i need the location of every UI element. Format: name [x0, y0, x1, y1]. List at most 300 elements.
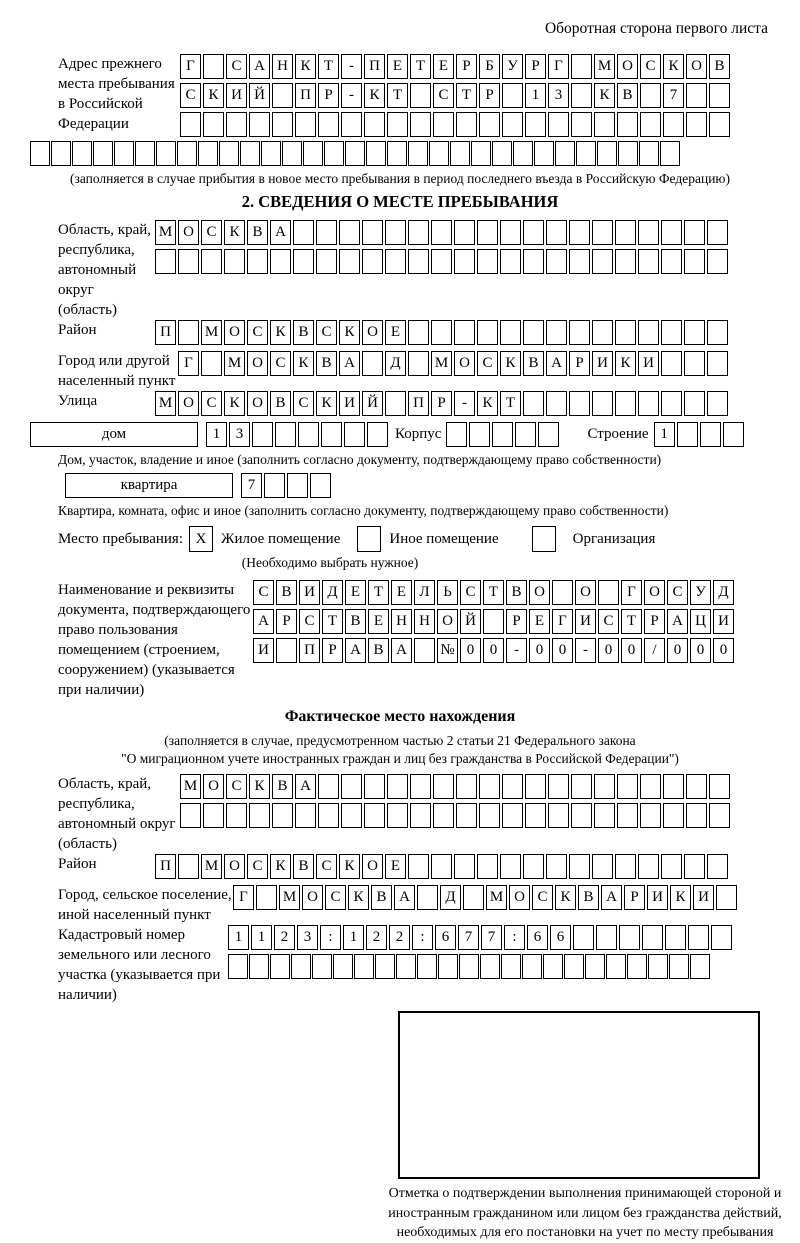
char-cell[interactable]	[627, 954, 647, 979]
char-cell[interactable]: О	[224, 854, 245, 879]
char-cell[interactable]	[617, 774, 638, 799]
char-cell[interactable]: Р	[456, 54, 477, 79]
char-cell[interactable]	[459, 954, 479, 979]
char-cell[interactable]	[615, 320, 636, 345]
char-cell[interactable]	[366, 141, 386, 166]
char-cell[interactable]	[456, 112, 477, 137]
char-cell[interactable]	[479, 774, 500, 799]
char-cell[interactable]: М	[155, 391, 176, 416]
char-cell[interactable]	[341, 774, 362, 799]
char-cell[interactable]: А	[339, 351, 360, 376]
char-cell[interactable]	[177, 141, 197, 166]
char-cell[interactable]: 0	[598, 638, 619, 663]
char-cell[interactable]	[408, 854, 429, 879]
char-cell[interactable]	[155, 249, 176, 274]
char-cell[interactable]: 1	[343, 925, 364, 950]
char-cell[interactable]: В	[709, 54, 730, 79]
char-cell[interactable]	[534, 141, 554, 166]
char-cell[interactable]	[410, 803, 431, 828]
char-cell[interactable]	[638, 391, 659, 416]
char-cell[interactable]	[548, 803, 569, 828]
char-cell[interactable]	[686, 803, 707, 828]
char-cell[interactable]: К	[339, 854, 360, 879]
char-cell[interactable]: В	[247, 220, 268, 245]
char-cell[interactable]	[387, 141, 407, 166]
char-cell[interactable]: 7	[458, 925, 479, 950]
char-cell[interactable]	[546, 391, 567, 416]
char-cell[interactable]	[661, 854, 682, 879]
char-cell[interactable]	[707, 854, 728, 879]
char-cell[interactable]: Ц	[690, 609, 711, 634]
char-cell[interactable]	[203, 54, 224, 79]
char-cell[interactable]: М	[594, 54, 615, 79]
char-cell[interactable]: К	[295, 54, 316, 79]
char-cell[interactable]	[500, 249, 521, 274]
char-cell[interactable]	[569, 391, 590, 416]
char-cell[interactable]	[596, 925, 617, 950]
char-cell[interactable]	[272, 803, 293, 828]
char-cell[interactable]: 6	[527, 925, 548, 950]
char-cell[interactable]	[525, 774, 546, 799]
char-cell[interactable]	[471, 141, 491, 166]
char-cell[interactable]: Е	[385, 854, 406, 879]
char-cell[interactable]	[592, 320, 613, 345]
char-cell[interactable]: Е	[385, 320, 406, 345]
char-cell[interactable]: Е	[368, 609, 389, 634]
char-cell[interactable]: О	[302, 885, 323, 910]
char-cell[interactable]: :	[504, 925, 525, 950]
char-cell[interactable]: М	[201, 854, 222, 879]
char-cell[interactable]: Т	[456, 83, 477, 108]
char-cell[interactable]	[431, 220, 452, 245]
char-cell[interactable]	[156, 141, 176, 166]
char-cell[interactable]	[456, 774, 477, 799]
char-cell[interactable]	[226, 112, 247, 137]
char-cell[interactable]	[501, 954, 521, 979]
char-cell[interactable]	[479, 112, 500, 137]
char-cell[interactable]	[686, 112, 707, 137]
char-cell[interactable]: 0	[529, 638, 550, 663]
char-cell[interactable]: Г	[621, 580, 642, 605]
char-cell[interactable]: 3	[297, 925, 318, 950]
char-cell[interactable]	[249, 112, 270, 137]
char-cell[interactable]: Н	[391, 609, 412, 634]
char-cell[interactable]: М	[279, 885, 300, 910]
char-cell[interactable]	[492, 422, 513, 447]
char-cell[interactable]: Т	[410, 54, 431, 79]
char-cell[interactable]	[178, 249, 199, 274]
char-cell[interactable]	[617, 112, 638, 137]
char-cell[interactable]	[249, 803, 270, 828]
char-cell[interactable]	[316, 249, 337, 274]
char-cell[interactable]: К	[293, 351, 314, 376]
char-cell[interactable]: Т	[483, 580, 504, 605]
char-cell[interactable]	[344, 422, 365, 447]
char-cell[interactable]: И	[647, 885, 668, 910]
char-cell[interactable]	[450, 141, 470, 166]
char-cell[interactable]: О	[362, 854, 383, 879]
char-cell[interactable]	[256, 885, 277, 910]
char-cell[interactable]	[456, 803, 477, 828]
char-cell[interactable]: В	[345, 609, 366, 634]
char-cell[interactable]	[677, 422, 698, 447]
char-cell[interactable]	[431, 854, 452, 879]
char-cell[interactable]	[638, 854, 659, 879]
char-cell[interactable]: Й	[460, 609, 481, 634]
char-cell[interactable]	[669, 954, 689, 979]
char-cell[interactable]	[552, 580, 573, 605]
char-cell[interactable]: Р	[479, 83, 500, 108]
char-cell[interactable]	[178, 854, 199, 879]
char-cell[interactable]	[454, 854, 475, 879]
char-cell[interactable]: О	[247, 391, 268, 416]
char-cell[interactable]	[282, 141, 302, 166]
char-cell[interactable]	[276, 638, 297, 663]
char-cell[interactable]	[571, 112, 592, 137]
char-cell[interactable]	[546, 220, 567, 245]
char-cell[interactable]: Л	[414, 580, 435, 605]
char-cell[interactable]: Т	[500, 391, 521, 416]
char-cell[interactable]	[354, 954, 374, 979]
char-cell[interactable]: М	[155, 220, 176, 245]
char-cell[interactable]: А	[249, 54, 270, 79]
char-cell[interactable]: Т	[322, 609, 343, 634]
char-cell[interactable]	[523, 249, 544, 274]
char-cell[interactable]: Р	[569, 351, 590, 376]
char-cell[interactable]	[295, 803, 316, 828]
char-cell[interactable]	[594, 112, 615, 137]
char-cell[interactable]	[661, 391, 682, 416]
char-cell[interactable]	[410, 112, 431, 137]
char-cell[interactable]	[316, 220, 337, 245]
char-cell[interactable]	[477, 854, 498, 879]
char-cell[interactable]	[500, 220, 521, 245]
char-cell[interactable]	[723, 422, 744, 447]
char-cell[interactable]: -	[575, 638, 596, 663]
char-cell[interactable]: К	[615, 351, 636, 376]
char-cell[interactable]: С	[598, 609, 619, 634]
char-cell[interactable]	[364, 112, 385, 137]
char-cell[interactable]	[618, 141, 638, 166]
char-cell[interactable]	[615, 854, 636, 879]
char-cell[interactable]	[72, 141, 92, 166]
char-cell[interactable]: Р	[644, 609, 665, 634]
char-cell[interactable]: В	[578, 885, 599, 910]
char-cell[interactable]	[339, 249, 360, 274]
char-cell[interactable]: -	[454, 391, 475, 416]
char-cell[interactable]: И	[339, 391, 360, 416]
char-cell[interactable]	[287, 473, 308, 498]
char-cell[interactable]: О	[644, 580, 665, 605]
char-cell[interactable]: В	[316, 351, 337, 376]
char-cell[interactable]	[429, 141, 449, 166]
char-cell[interactable]	[525, 112, 546, 137]
char-cell[interactable]: К	[224, 391, 245, 416]
char-cell[interactable]	[555, 141, 575, 166]
char-cell[interactable]: А	[391, 638, 412, 663]
char-cell[interactable]: П	[155, 854, 176, 879]
char-cell[interactable]	[592, 391, 613, 416]
char-cell[interactable]: -	[341, 54, 362, 79]
char-cell[interactable]	[538, 422, 559, 447]
char-cell[interactable]: 1	[228, 925, 249, 950]
char-cell[interactable]	[463, 885, 484, 910]
char-cell[interactable]	[387, 112, 408, 137]
char-cell[interactable]	[433, 803, 454, 828]
char-cell[interactable]	[433, 774, 454, 799]
char-cell[interactable]: К	[670, 885, 691, 910]
char-cell[interactable]: С	[226, 774, 247, 799]
char-cell[interactable]	[500, 854, 521, 879]
char-cell[interactable]	[502, 803, 523, 828]
char-cell[interactable]	[203, 803, 224, 828]
char-cell[interactable]: К	[364, 83, 385, 108]
char-cell[interactable]	[543, 954, 563, 979]
char-cell[interactable]: В	[371, 885, 392, 910]
char-cell[interactable]	[684, 854, 705, 879]
char-cell[interactable]	[362, 220, 383, 245]
char-cell[interactable]: О	[178, 220, 199, 245]
char-cell[interactable]: Е	[345, 580, 366, 605]
char-cell[interactable]: В	[368, 638, 389, 663]
char-cell[interactable]	[569, 320, 590, 345]
char-cell[interactable]: С	[247, 320, 268, 345]
char-cell[interactable]	[341, 803, 362, 828]
char-cell[interactable]	[385, 220, 406, 245]
char-cell[interactable]	[318, 112, 339, 137]
char-cell[interactable]	[639, 141, 659, 166]
char-cell[interactable]	[700, 422, 721, 447]
char-cell[interactable]	[408, 220, 429, 245]
char-cell[interactable]: О	[686, 54, 707, 79]
char-cell[interactable]: А	[601, 885, 622, 910]
char-cell[interactable]	[364, 774, 385, 799]
char-cell[interactable]: В	[293, 854, 314, 879]
char-cell[interactable]	[30, 141, 50, 166]
char-cell[interactable]	[502, 83, 523, 108]
char-cell[interactable]: Й	[362, 391, 383, 416]
char-cell[interactable]: Д	[322, 580, 343, 605]
char-cell[interactable]	[454, 249, 475, 274]
char-cell[interactable]	[684, 351, 705, 376]
char-cell[interactable]	[414, 638, 435, 663]
char-cell[interactable]	[324, 141, 344, 166]
char-cell[interactable]: С	[640, 54, 661, 79]
char-cell[interactable]	[480, 954, 500, 979]
char-cell[interactable]	[479, 803, 500, 828]
char-cell[interactable]	[446, 422, 467, 447]
char-cell[interactable]	[640, 83, 661, 108]
char-cell[interactable]	[367, 422, 388, 447]
char-cell[interactable]: А	[345, 638, 366, 663]
char-cell[interactable]	[312, 954, 332, 979]
char-cell[interactable]	[576, 141, 596, 166]
char-cell[interactable]	[51, 141, 71, 166]
char-cell[interactable]	[291, 954, 311, 979]
char-cell[interactable]	[135, 141, 155, 166]
char-cell[interactable]: №	[437, 638, 458, 663]
char-cell[interactable]	[513, 141, 533, 166]
char-cell[interactable]: М	[224, 351, 245, 376]
char-cell[interactable]	[240, 141, 260, 166]
char-cell[interactable]: С	[253, 580, 274, 605]
char-cell[interactable]: 0	[690, 638, 711, 663]
char-cell[interactable]	[408, 141, 428, 166]
char-cell[interactable]: 2	[274, 925, 295, 950]
char-cell[interactable]	[198, 141, 218, 166]
char-cell[interactable]: О	[437, 609, 458, 634]
char-cell[interactable]: Т	[318, 54, 339, 79]
char-cell[interactable]: М	[486, 885, 507, 910]
char-cell[interactable]: Т	[621, 609, 642, 634]
checkbox-organization[interactable]	[532, 526, 556, 552]
char-cell[interactable]	[690, 954, 710, 979]
char-cell[interactable]: К	[477, 391, 498, 416]
char-cell[interactable]	[431, 320, 452, 345]
char-cell[interactable]	[339, 220, 360, 245]
char-cell[interactable]: О	[247, 351, 268, 376]
char-cell[interactable]: К	[663, 54, 684, 79]
char-cell[interactable]	[396, 954, 416, 979]
char-cell[interactable]	[707, 249, 728, 274]
char-cell[interactable]	[477, 220, 498, 245]
char-cell[interactable]: С	[477, 351, 498, 376]
char-cell[interactable]: И	[693, 885, 714, 910]
char-cell[interactable]	[433, 112, 454, 137]
char-cell[interactable]: Г	[178, 351, 199, 376]
char-cell[interactable]	[385, 249, 406, 274]
char-cell[interactable]: 7	[241, 473, 262, 498]
char-cell[interactable]	[272, 112, 293, 137]
char-cell[interactable]: С	[180, 83, 201, 108]
char-cell[interactable]: С	[667, 580, 688, 605]
char-cell[interactable]	[571, 54, 592, 79]
char-cell[interactable]	[615, 220, 636, 245]
char-cell[interactable]	[114, 141, 134, 166]
char-cell[interactable]	[592, 249, 613, 274]
char-cell[interactable]: И	[638, 351, 659, 376]
char-cell[interactable]	[665, 925, 686, 950]
char-cell[interactable]	[180, 112, 201, 137]
char-cell[interactable]: С	[201, 391, 222, 416]
char-cell[interactable]: Е	[387, 54, 408, 79]
char-cell[interactable]	[684, 220, 705, 245]
char-cell[interactable]: А	[253, 609, 274, 634]
char-cell[interactable]: О	[454, 351, 475, 376]
char-cell[interactable]	[270, 954, 290, 979]
char-cell[interactable]	[707, 220, 728, 245]
char-cell[interactable]	[522, 954, 542, 979]
char-cell[interactable]: К	[270, 854, 291, 879]
char-cell[interactable]	[270, 249, 291, 274]
char-cell[interactable]	[638, 320, 659, 345]
char-cell[interactable]: К	[555, 885, 576, 910]
char-cell[interactable]	[523, 220, 544, 245]
char-cell[interactable]	[500, 320, 521, 345]
char-cell[interactable]	[617, 803, 638, 828]
char-cell[interactable]	[247, 249, 268, 274]
char-cell[interactable]: В	[272, 774, 293, 799]
char-cell[interactable]: Г	[233, 885, 254, 910]
char-cell[interactable]	[594, 774, 615, 799]
char-cell[interactable]: 2	[366, 925, 387, 950]
char-cell[interactable]: В	[523, 351, 544, 376]
char-cell[interactable]: 0	[483, 638, 504, 663]
char-cell[interactable]: Ь	[437, 580, 458, 605]
char-cell[interactable]: В	[276, 580, 297, 605]
char-cell[interactable]	[387, 774, 408, 799]
char-cell[interactable]	[546, 320, 567, 345]
char-cell[interactable]: 0	[713, 638, 734, 663]
char-cell[interactable]: 7	[663, 83, 684, 108]
char-cell[interactable]: С	[316, 320, 337, 345]
char-cell[interactable]: С	[532, 885, 553, 910]
char-cell[interactable]: В	[506, 580, 527, 605]
char-cell[interactable]	[640, 112, 661, 137]
char-cell[interactable]	[661, 249, 682, 274]
char-cell[interactable]	[648, 954, 668, 979]
char-cell[interactable]: Г	[548, 54, 569, 79]
char-cell[interactable]	[686, 83, 707, 108]
char-cell[interactable]	[569, 854, 590, 879]
char-cell[interactable]: П	[295, 83, 316, 108]
char-cell[interactable]: А	[270, 220, 291, 245]
char-cell[interactable]: Е	[433, 54, 454, 79]
char-cell[interactable]: 7	[481, 925, 502, 950]
char-cell[interactable]: С	[325, 885, 346, 910]
char-cell[interactable]: 1	[251, 925, 272, 950]
char-cell[interactable]	[502, 774, 523, 799]
char-cell[interactable]: В	[270, 391, 291, 416]
char-cell[interactable]	[477, 249, 498, 274]
char-cell[interactable]: 0	[460, 638, 481, 663]
char-cell[interactable]	[295, 112, 316, 137]
char-cell[interactable]: Т	[368, 580, 389, 605]
char-cell[interactable]: К	[270, 320, 291, 345]
char-cell[interactable]: Д	[385, 351, 406, 376]
char-cell[interactable]	[219, 141, 239, 166]
char-cell[interactable]	[597, 141, 617, 166]
char-cell[interactable]: 3	[548, 83, 569, 108]
char-cell[interactable]	[362, 351, 383, 376]
char-cell[interactable]	[638, 220, 659, 245]
char-cell[interactable]: Н	[272, 54, 293, 79]
char-cell[interactable]	[594, 803, 615, 828]
char-cell[interactable]	[548, 774, 569, 799]
char-cell[interactable]	[318, 803, 339, 828]
char-cell[interactable]: О	[509, 885, 530, 910]
char-cell[interactable]	[454, 320, 475, 345]
char-cell[interactable]	[663, 774, 684, 799]
char-cell[interactable]	[364, 803, 385, 828]
char-cell[interactable]	[454, 220, 475, 245]
char-cell[interactable]	[585, 954, 605, 979]
char-cell[interactable]: С	[433, 83, 454, 108]
char-cell[interactable]: Г	[552, 609, 573, 634]
char-cell[interactable]	[571, 83, 592, 108]
char-cell[interactable]	[201, 249, 222, 274]
char-cell[interactable]: К	[348, 885, 369, 910]
char-cell[interactable]	[321, 422, 342, 447]
char-cell[interactable]: 6	[435, 925, 456, 950]
char-cell[interactable]	[592, 220, 613, 245]
char-cell[interactable]	[571, 774, 592, 799]
char-cell[interactable]	[684, 320, 705, 345]
char-cell[interactable]	[684, 249, 705, 274]
char-cell[interactable]	[709, 803, 730, 828]
char-cell[interactable]: У	[502, 54, 523, 79]
char-cell[interactable]	[642, 925, 663, 950]
